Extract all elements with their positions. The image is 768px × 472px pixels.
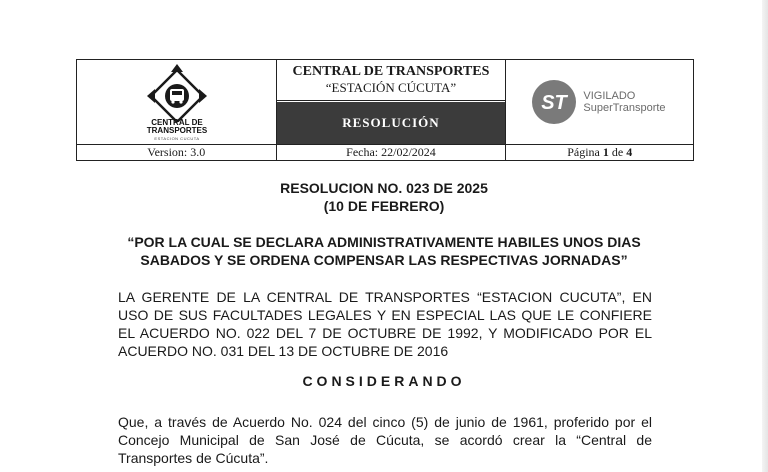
- document-header-table: [76, 59, 694, 161]
- pagina-mid: de: [608, 145, 627, 159]
- resolution-title: [118, 233, 650, 269]
- resolution-title-line1: “POR LA CUAL SE DECLARA ADMINISTRATIVAMENTE HABILES UNOS DIAS: [127, 234, 641, 250]
- st-mark: ST: [541, 92, 568, 114]
- pagina-prefix: Página: [567, 145, 603, 159]
- title-cell: [276, 60, 506, 101]
- logo-cell: [77, 60, 277, 145]
- central-transportes-logo: [77, 60, 277, 144]
- supertransporte-cell: [506, 60, 694, 145]
- considerando-heading: CONSIDERANDO: [302, 373, 466, 389]
- preamble-paragraph: LA GERENTE DE LA CENTRAL DE TRANSPORTES “ESTACION CUCUTA”, EN USO DE SUS FACULTADES LEGALES Y EN ESPECIAL LAS QUE LE CONFIERE EL ACUERDO NO. 022 DEL 7 DE OCTUBRE DE 1992, Y MODIFICADO POR EL ACUERDO NO. 031 DEL 13 DE OCTUBRE DE 2016: [118, 289, 652, 359]
- logo-small-text: ESTACION CUCUTA: [154, 136, 200, 141]
- vigilado-text: VIGILADO: [583, 90, 636, 102]
- resolution-heading: [0, 179, 768, 215]
- version-cell: Version: 3.0: [77, 145, 277, 161]
- fecha-cell: Fecha: 22/02/2024: [276, 145, 506, 161]
- resolution-date: (10 DE FEBRERO): [323, 198, 445, 214]
- pagina-number: 1: [602, 145, 609, 159]
- pagina-cell: [506, 145, 694, 161]
- considerando-paragraph: Que, a través de Acuerdo No. 024 del cinco (5) de junio de 1961, proferido por el Concejo Municipal de San José de Cúcuta, se acordó crear la “Central de Transportes de Cúcuta”.: [118, 414, 652, 466]
- supertransporte-text: SuperTransporte: [583, 102, 666, 114]
- page-edge: [762, 0, 768, 472]
- doc-type-cell: [276, 101, 506, 145]
- doc-type-bar: RESOLUCIÓN: [277, 102, 506, 144]
- resolution-title-line2: SABADOS Y SE ORDENA COMPENSAR LAS RESPECTIVAS JORNADAS”: [140, 252, 628, 268]
- pagina-total: 4: [626, 145, 633, 159]
- supertransporte-logo-icon: [530, 78, 578, 126]
- document-org-subtitle: “ESTACIÓN CÚCUTA”: [325, 80, 457, 96]
- logo-text-line2: TRANSPORTES: [146, 126, 208, 135]
- logo-text-line1: CENTRAL DE: [151, 118, 203, 127]
- vigilado-label: [583, 90, 665, 114]
- document-org-title: CENTRAL DE TRANSPORTES: [292, 64, 490, 80]
- resolution-number: RESOLUCION NO. 023 DE 2025: [280, 180, 488, 196]
- central-transportes-emblem-icon: [77, 60, 277, 122]
